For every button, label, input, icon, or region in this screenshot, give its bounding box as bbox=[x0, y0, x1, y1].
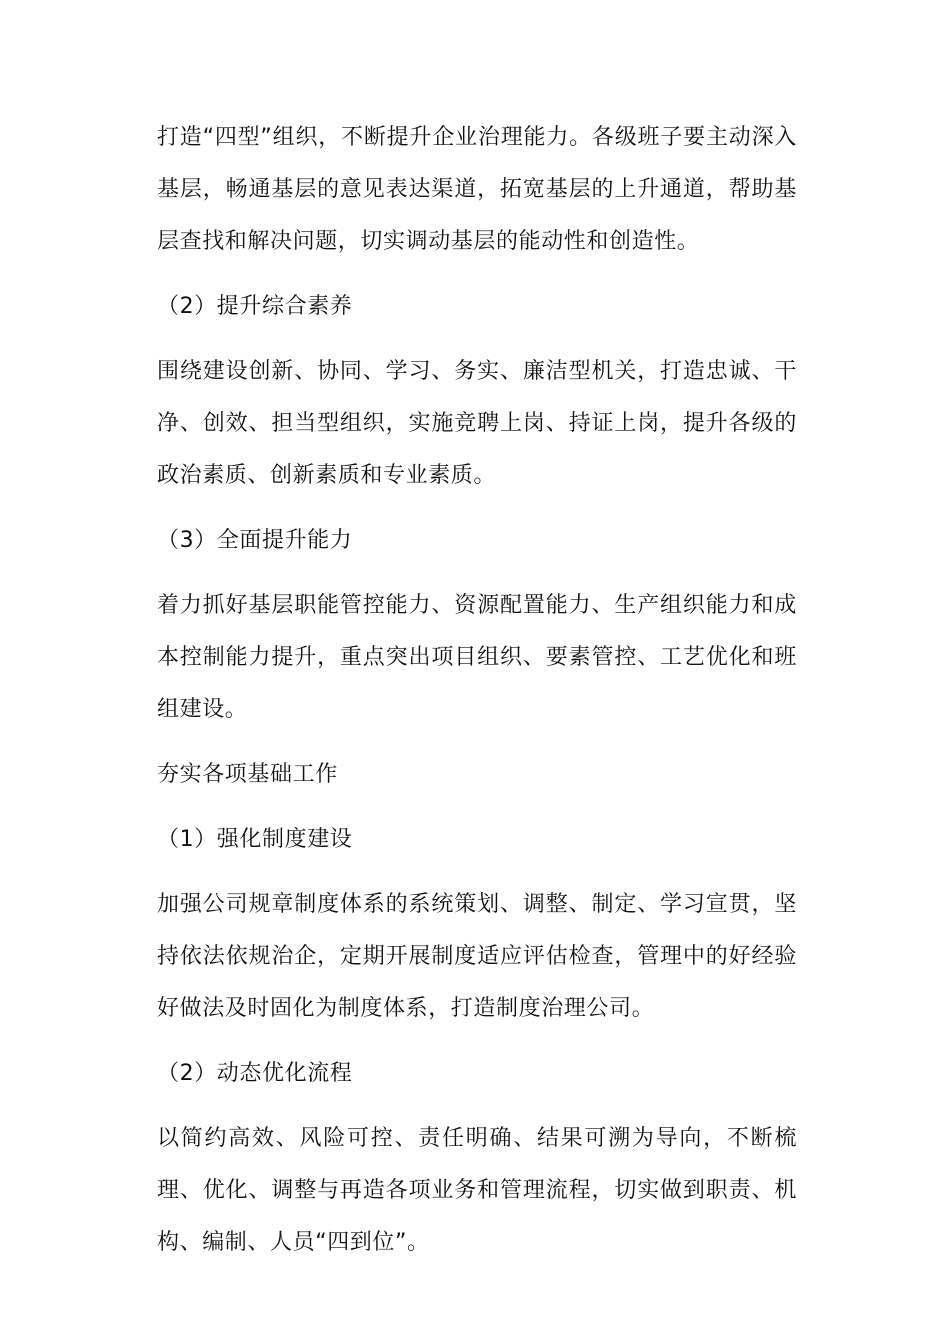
spacer bbox=[157, 268, 797, 281]
spacer bbox=[157, 866, 797, 879]
spacer bbox=[157, 801, 797, 814]
paragraph-four-type-organization: 打造“四型”组织，不断提升企业治理能力。各级班子要主动深入基层，畅通基层的意见表达渠道，拓宽基层的上升通道，帮助基层查找和解决问题，切实调动基层的能动性和创造性。 bbox=[157, 125, 797, 254]
spacer bbox=[157, 567, 797, 580]
spacer bbox=[157, 333, 797, 346]
spacer bbox=[157, 1100, 797, 1113]
paragraph-build-organization: 围绕建设创新、协同、学习、务实、廉洁型机关，打造忠诚、干净、创效、担当型组织，实施竞聘上岗、持证上岗，提升各级的政治素质、创新素质和专业素质。 bbox=[157, 359, 797, 488]
paragraph-grassroots-ability: 着力抓好基层职能管控能力、资源配置能力、生产组织能力和成本控制能力提升，重点突出项目组织、要素管控、工艺优化和班组建设。 bbox=[157, 593, 797, 722]
document-body bbox=[157, 112, 797, 1269]
paragraph-process-optimization: 以简约高效、风险可控、责任明确、结果可溯为导向，不断梳理、优化、调整与再造各项业务和管理流程，切实做到职责、机构、编制、人员“四到位”。 bbox=[157, 1126, 797, 1255]
heading-optimize-process: （2）动态优化流程 bbox=[157, 1061, 353, 1086]
spacer bbox=[157, 502, 797, 515]
heading-consolidate-foundation: 夯实各项基础工作 bbox=[157, 762, 338, 787]
heading-strengthen-system: （1）强化制度建设 bbox=[157, 827, 353, 852]
heading-improve-ability: （3）全面提升能力 bbox=[157, 528, 353, 553]
spacer bbox=[157, 1035, 797, 1048]
heading-improve-comprehensive-quality: （2）提升综合素养 bbox=[157, 294, 353, 319]
paragraph-rules-system: 加强公司规章制度体系的系统策划、调整、制定、学习宣贯，坚持依法依规治企，定期开展制度适应评估检查，管理中的好经验好做法及时固化为制度体系，打造制度治理公司。 bbox=[157, 892, 797, 1021]
spacer bbox=[157, 736, 797, 749]
